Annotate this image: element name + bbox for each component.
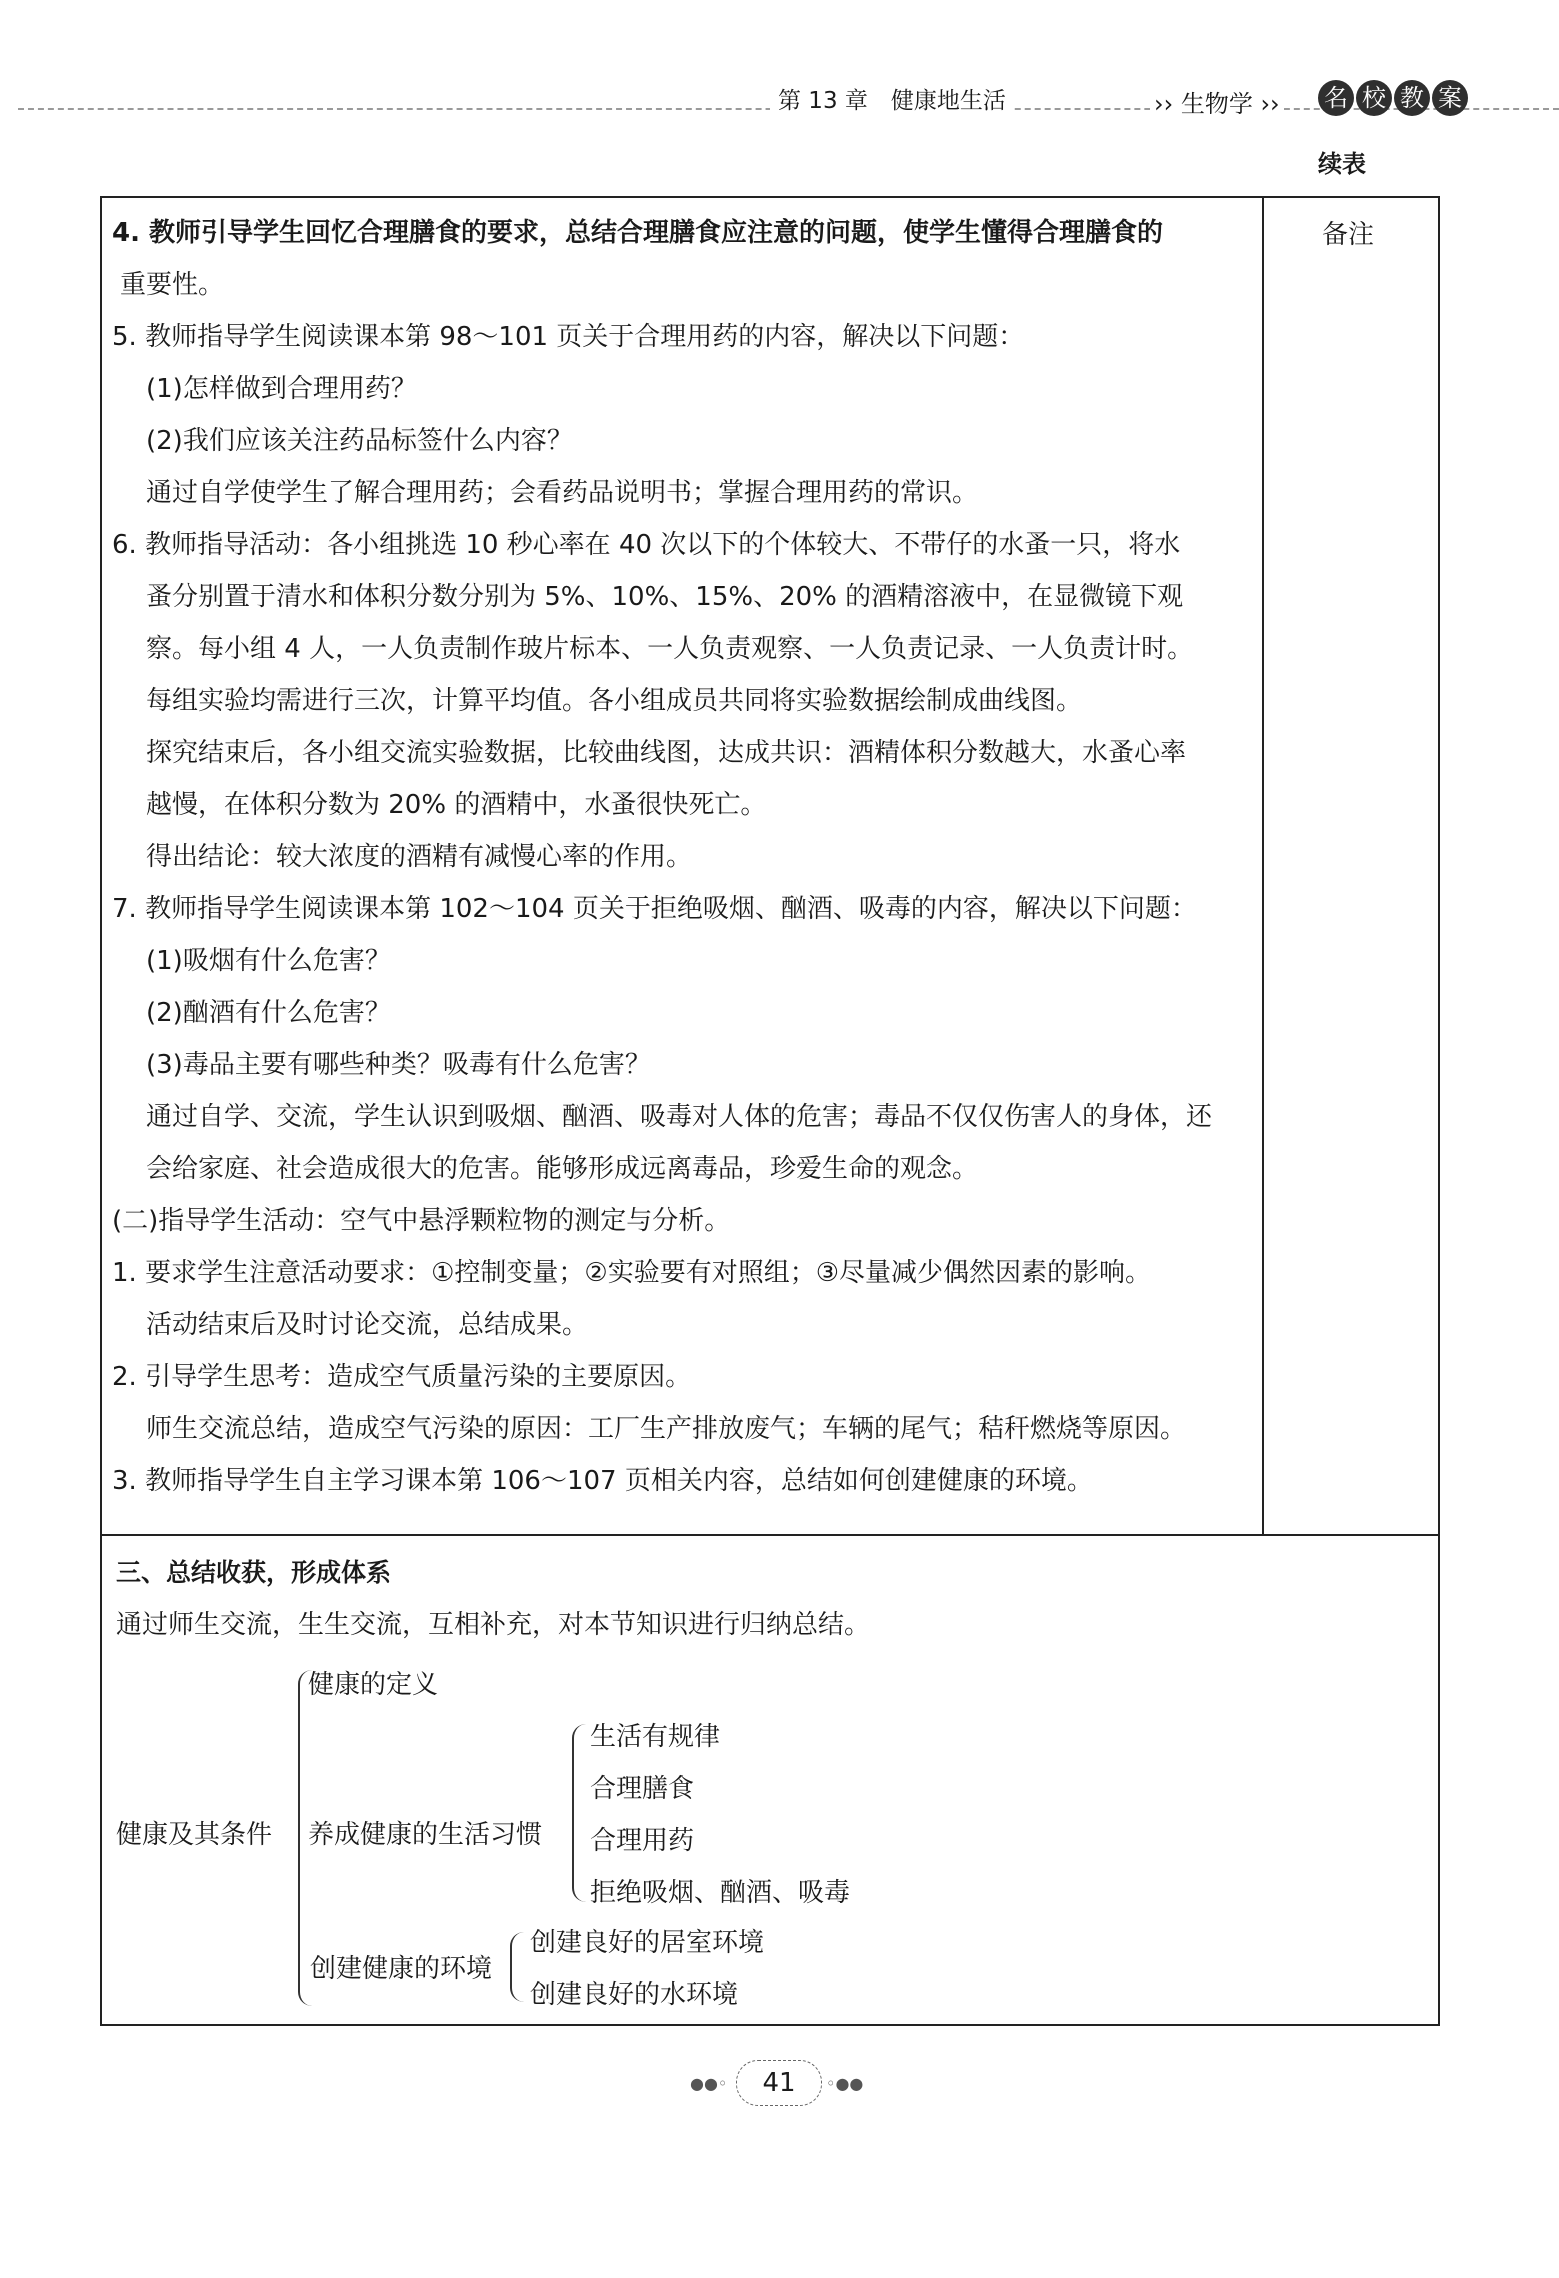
habits-brace [572, 1724, 588, 1902]
page-header [0, 80, 1559, 120]
continued-label: 续表 [1318, 150, 1366, 178]
body-line: 每组实验均需进行三次，计算平均值。各小组成员共同将实验数据绘制成曲线图。 [146, 686, 1083, 716]
subject-label: ›› 生物学 ›› [1150, 84, 1284, 119]
chapter-title: 第 13 章 健康地生活 [770, 82, 1014, 115]
section-divider [100, 1534, 1440, 1536]
body-line: 师生交流总结，造成空气污染的原因：工厂生产排放废气；车辆的尾气；秸秆燃烧等原因。 [146, 1414, 1187, 1444]
body-line: 得出结论：较大浓度的酒精有减慢心率的作用。 [146, 842, 693, 872]
brand-logo [1318, 80, 1468, 116]
body-line: (2)酗酒有什么危害？ [146, 998, 391, 1028]
tree-habits: 养成健康的生活习惯 [308, 1820, 543, 1850]
body-line: 3. 教师指导学生自主学习课本第 106～107 页相关内容，总结如何创建健康的环境。 [112, 1466, 1093, 1496]
habit-item: 合理用药 [590, 1826, 695, 1856]
body-line: 6. 教师指导活动：各小组挑选 10 秒心率在 40 次以下的个体较大、不带仔的水蚤一只，将水 [112, 530, 1181, 560]
body-line: (1)怎样做到合理用药？ [146, 374, 417, 404]
notes-column-divider [1262, 196, 1264, 1534]
brand-char: 案 [1432, 80, 1468, 116]
summary-intro: 通过师生交流，生生交流，互相补充，对本节知识进行归纳总结。 [116, 1610, 871, 1640]
body-line: (3)毒品主要有哪些种类？吸毒有什么危害？ [146, 1050, 651, 1080]
body-line: 探究结束后，各小组交流实验数据，比较曲线图，达成共识：酒精体积分数越大，水蚤心率 [146, 738, 1187, 768]
body-line: 4. 教师引导学生回忆合理膳食的要求，总结合理膳食应注意的问题，使学生懂得合理膳食的 [112, 218, 1164, 248]
habit-item: 合理膳食 [590, 1774, 695, 1804]
body-line: 7. 教师指导学生阅读课本第 102～104 页关于拒绝吸烟、酗酒、吸毒的内容，解决以下问题： [112, 894, 1197, 924]
body-line: 通过自学、交流，学生认识到吸烟、酗酒、吸毒对人体的危害；毒品不仅仅伤害人的身体，还 [146, 1102, 1213, 1132]
body-line: 察。每小组 4 人，一人负责制作玻片标本、一人负责观察、一人负责记录、一人负责计时。 [146, 634, 1194, 664]
body-line: 会给家庭、社会造成很大的危害。能够形成远离毒品，珍爱生命的观念。 [146, 1154, 979, 1184]
body-line: 越慢，在体积分数为 20% 的酒精中，水蚤很快死亡。 [146, 790, 767, 820]
body-line: (二)指导学生活动：空气中悬浮颗粒物的测定与分析。 [112, 1206, 731, 1236]
environment-item: 创建良好的水环境 [530, 1980, 739, 2010]
habit-item: 生活有规律 [590, 1722, 721, 1752]
page-number: 41 [736, 2060, 822, 2106]
body-line: 活动结束后及时讨论交流，总结成果。 [146, 1310, 589, 1340]
brand-char: 名 [1318, 80, 1354, 116]
environment-brace [510, 1932, 524, 2002]
body-line: 蚤分别置于清水和体积分数分别为 5%、10%、15%、20% 的酒精溶液中，在显微镜下观 [146, 582, 1184, 612]
habit-item: 拒绝吸烟、酗酒、吸毒 [590, 1878, 851, 1908]
notes-label: 备注 [1322, 220, 1375, 250]
body-line: 1. 要求学生注意活动要求：①控制变量；②实验要有对照组；③尽量减少偶然因素的影响。 [112, 1258, 1151, 1288]
tree-environment: 创建健康的环境 [310, 1954, 493, 1984]
tree-root: 健康及其条件 [116, 1820, 273, 1850]
brand-char: 教 [1394, 80, 1430, 116]
body-line: 2. 引导学生思考：造成空气质量污染的主要原因。 [112, 1362, 692, 1392]
body-line: (2)我们应该关注药品标签什么内容？ [146, 426, 573, 456]
body-line: 5. 教师指导学生阅读课本第 98～101 页关于合理用药的内容，解决以下问题： [112, 322, 1025, 352]
body-line: 通过自学使学生了解合理用药；会看药品说明书；掌握合理用药的常识。 [146, 478, 979, 508]
body-line: (1)吸烟有什么危害？ [146, 946, 391, 976]
page-number-dots-right: ◦●● [826, 2074, 864, 2093]
summary-heading: 三、总结收获，形成体系 [116, 1558, 392, 1587]
brand-char: 校 [1356, 80, 1392, 116]
environment-item: 创建良好的居室环境 [530, 1928, 765, 1958]
body-line: 重要性。 [120, 270, 225, 300]
page-number-dots-left: ●●◦ [690, 2074, 728, 2093]
tree-definition: 健康的定义 [308, 1670, 439, 1700]
